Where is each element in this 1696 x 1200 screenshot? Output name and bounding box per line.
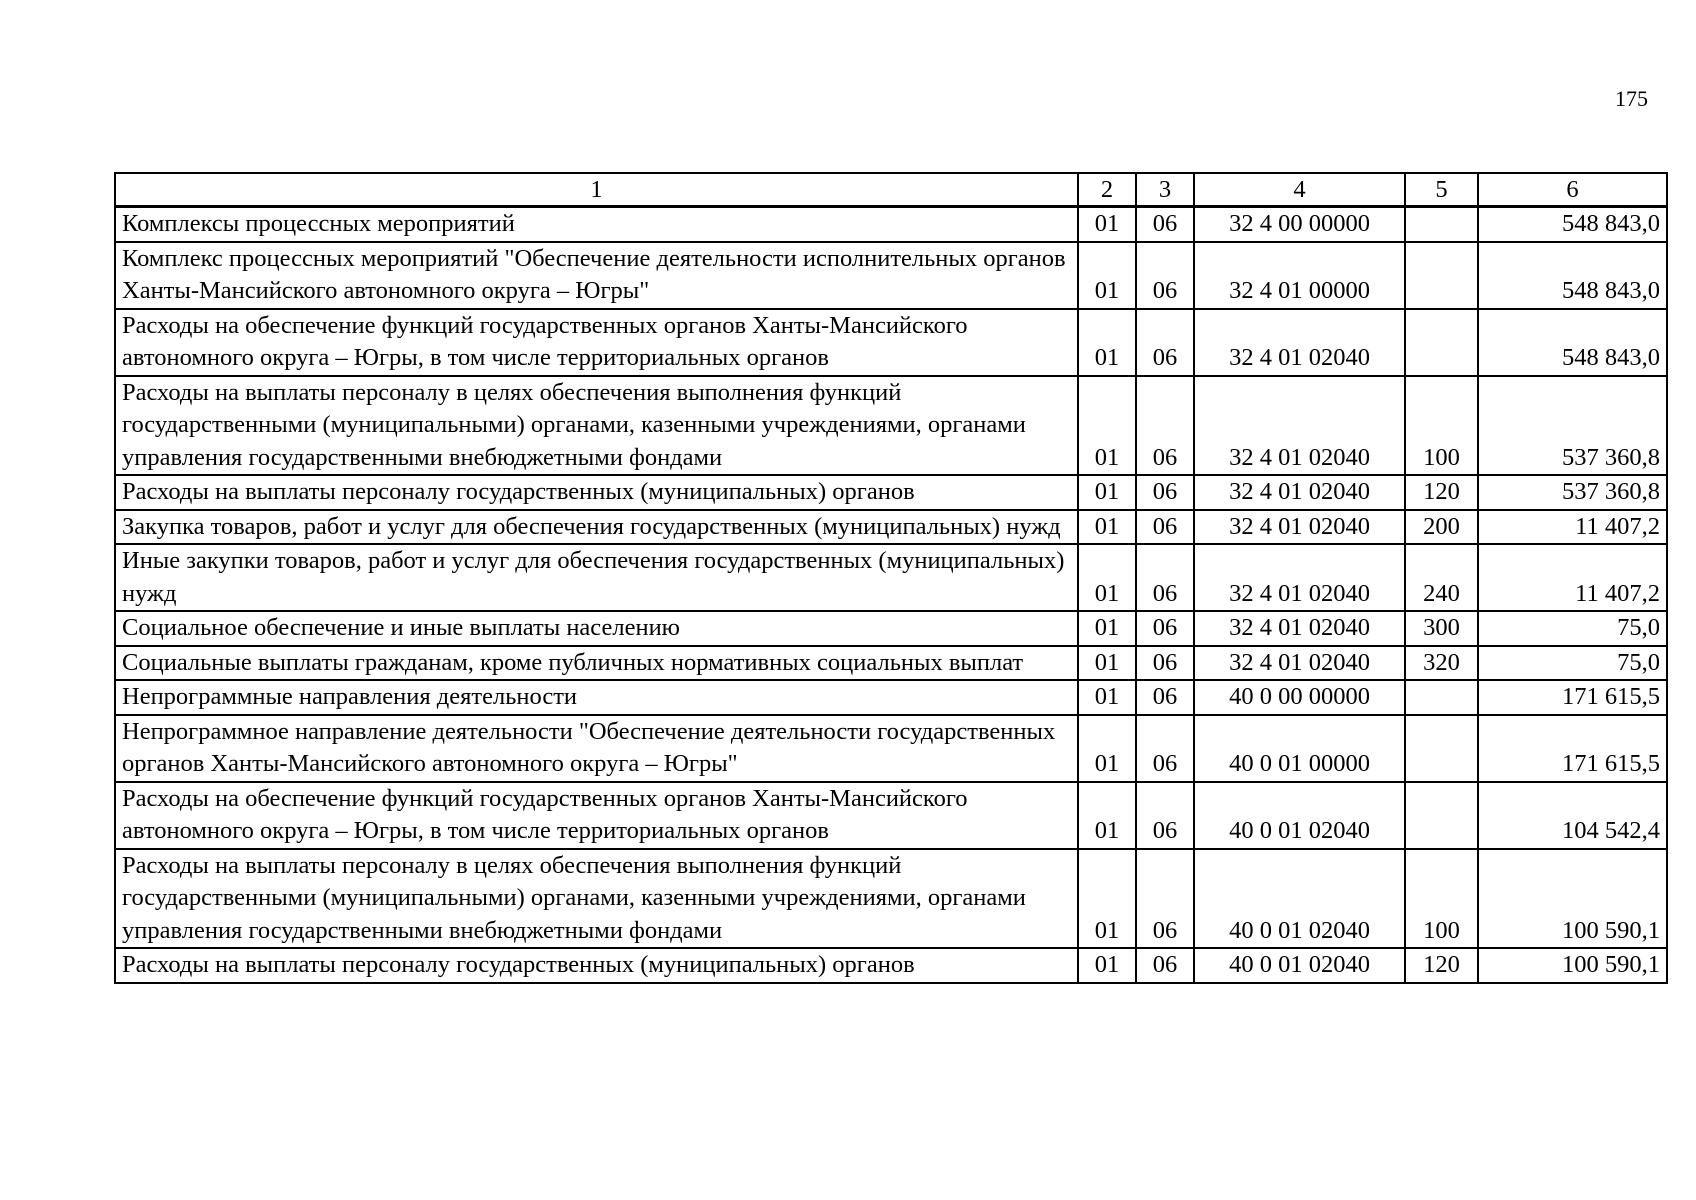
row-amount: 171 615,5 (1478, 715, 1667, 782)
row-amount: 548 843,0 (1478, 207, 1667, 242)
table-row (115, 948, 1667, 983)
row-expense-type: 320 (1405, 646, 1478, 681)
row-subsection: 06 (1136, 510, 1194, 545)
row-name: Непрограммные направления деятельности (115, 680, 1078, 715)
row-amount: 171 615,5 (1478, 680, 1667, 715)
row-section: 01 (1078, 242, 1136, 309)
budget-table (114, 172, 1668, 984)
table-row (115, 475, 1667, 510)
row-name: Расходы на выплаты персоналу в целях обеспечения выполнения функций государственными (муниципальными) органами, казенными учреждениями, органами управления государственными внебюджетными фондами (115, 376, 1078, 476)
row-amount: 548 843,0 (1478, 242, 1667, 309)
row-amount: 75,0 (1478, 611, 1667, 646)
row-section: 01 (1078, 510, 1136, 545)
table-row (115, 611, 1667, 646)
table-body (115, 207, 1667, 983)
row-subsection: 06 (1136, 849, 1194, 949)
row-expense-type (1405, 242, 1478, 309)
row-subsection: 06 (1136, 242, 1194, 309)
row-expense-type (1405, 680, 1478, 715)
row-section: 01 (1078, 782, 1136, 849)
row-expense-type: 240 (1405, 544, 1478, 611)
row-name: Социальное обеспечение и иные выплаты населению (115, 611, 1078, 646)
table-row (115, 646, 1667, 681)
row-expense-type: 200 (1405, 510, 1478, 545)
row-name: Непрограммное направление деятельности "Обеспечение деятельности государственных органов Ханты-Мансийского автономного округа – Югры" (115, 715, 1078, 782)
row-amount: 537 360,8 (1478, 376, 1667, 476)
row-target-code: 32 4 01 02040 (1194, 376, 1405, 476)
row-subsection: 06 (1136, 544, 1194, 611)
row-expense-type: 120 (1405, 475, 1478, 510)
row-subsection: 06 (1136, 948, 1194, 983)
table-row (115, 309, 1667, 376)
table-row (115, 376, 1667, 476)
row-expense-type (1405, 207, 1478, 242)
row-name: Расходы на выплаты персоналу государственных (муниципальных) органов (115, 948, 1078, 983)
row-target-code: 32 4 01 02040 (1194, 646, 1405, 681)
row-section: 01 (1078, 475, 1136, 510)
page-number: 175 (1615, 86, 1648, 111)
row-section: 01 (1078, 646, 1136, 681)
row-name: Закупка товаров, работ и услуг для обеспечения государственных (муниципальных) нужд (115, 510, 1078, 545)
row-name: Расходы на обеспечение функций государственных органов Ханты-Мансийского автономного округа – Югры, в том числе территориальных органов (115, 309, 1078, 376)
table-header (115, 173, 1667, 207)
table-row (115, 849, 1667, 949)
column-header-5: 5 (1405, 173, 1478, 207)
row-section: 01 (1078, 376, 1136, 476)
row-amount: 537 360,8 (1478, 475, 1667, 510)
row-subsection: 06 (1136, 611, 1194, 646)
row-target-code: 40 0 01 02040 (1194, 782, 1405, 849)
row-amount: 11 407,2 (1478, 544, 1667, 611)
row-section: 01 (1078, 309, 1136, 376)
table-row (115, 544, 1667, 611)
row-amount: 100 590,1 (1478, 849, 1667, 949)
table-row (115, 510, 1667, 545)
row-expense-type: 100 (1405, 849, 1478, 949)
header-row (115, 173, 1667, 207)
row-target-code: 32 4 00 00000 (1194, 207, 1405, 242)
row-expense-type: 100 (1405, 376, 1478, 476)
column-header-2: 2 (1078, 173, 1136, 207)
row-expense-type (1405, 782, 1478, 849)
row-target-code: 40 0 00 00000 (1194, 680, 1405, 715)
row-expense-type: 120 (1405, 948, 1478, 983)
row-amount: 75,0 (1478, 646, 1667, 681)
row-target-code: 32 4 01 02040 (1194, 544, 1405, 611)
row-name: Расходы на выплаты персоналу в целях обеспечения выполнения функций государственными (муниципальными) органами, казенными учреждениями, органами управления государственными внебюджетными фондами (115, 849, 1078, 949)
row-name: Социальные выплаты гражданам, кроме публичных нормативных социальных выплат (115, 646, 1078, 681)
row-subsection: 06 (1136, 309, 1194, 376)
row-amount: 104 542,4 (1478, 782, 1667, 849)
row-target-code: 32 4 01 02040 (1194, 309, 1405, 376)
row-target-code: 40 0 01 02040 (1194, 948, 1405, 983)
table-row (115, 680, 1667, 715)
row-section: 01 (1078, 680, 1136, 715)
row-section: 01 (1078, 611, 1136, 646)
row-name: Комплекс процессных мероприятий "Обеспечение деятельности исполнительных органов Ханты-Мансийского автономного округа – Югры" (115, 242, 1078, 309)
row-name: Расходы на обеспечение функций государственных органов Ханты-Мансийского автономного округа – Югры, в том числе территориальных органов (115, 782, 1078, 849)
row-subsection: 06 (1136, 782, 1194, 849)
row-target-code: 40 0 01 02040 (1194, 849, 1405, 949)
row-section: 01 (1078, 544, 1136, 611)
row-section: 01 (1078, 948, 1136, 983)
row-target-code: 40 0 01 00000 (1194, 715, 1405, 782)
row-name: Иные закупки товаров, работ и услуг для обеспечения государственных (муниципальных) нужд (115, 544, 1078, 611)
column-header-4: 4 (1194, 173, 1405, 207)
row-amount: 548 843,0 (1478, 309, 1667, 376)
table-row (115, 242, 1667, 309)
column-header-3: 3 (1136, 173, 1194, 207)
column-header-6: 6 (1478, 173, 1667, 207)
table-row (115, 715, 1667, 782)
table-row (115, 782, 1667, 849)
row-subsection: 06 (1136, 475, 1194, 510)
row-section: 01 (1078, 715, 1136, 782)
row-expense-type (1405, 715, 1478, 782)
column-header-1: 1 (115, 173, 1078, 207)
row-target-code: 32 4 01 02040 (1194, 611, 1405, 646)
row-subsection: 06 (1136, 207, 1194, 242)
row-expense-type (1405, 309, 1478, 376)
row-expense-type: 300 (1405, 611, 1478, 646)
row-target-code: 32 4 01 00000 (1194, 242, 1405, 309)
row-amount: 100 590,1 (1478, 948, 1667, 983)
row-subsection: 06 (1136, 376, 1194, 476)
row-subsection: 06 (1136, 646, 1194, 681)
row-subsection: 06 (1136, 715, 1194, 782)
row-subsection: 06 (1136, 680, 1194, 715)
row-section: 01 (1078, 207, 1136, 242)
table-row (115, 207, 1667, 242)
row-target-code: 32 4 01 02040 (1194, 510, 1405, 545)
row-amount: 11 407,2 (1478, 510, 1667, 545)
row-section: 01 (1078, 849, 1136, 949)
row-name: Расходы на выплаты персоналу государственных (муниципальных) органов (115, 475, 1078, 510)
row-target-code: 32 4 01 02040 (1194, 475, 1405, 510)
row-name: Комплексы процессных мероприятий (115, 207, 1078, 242)
